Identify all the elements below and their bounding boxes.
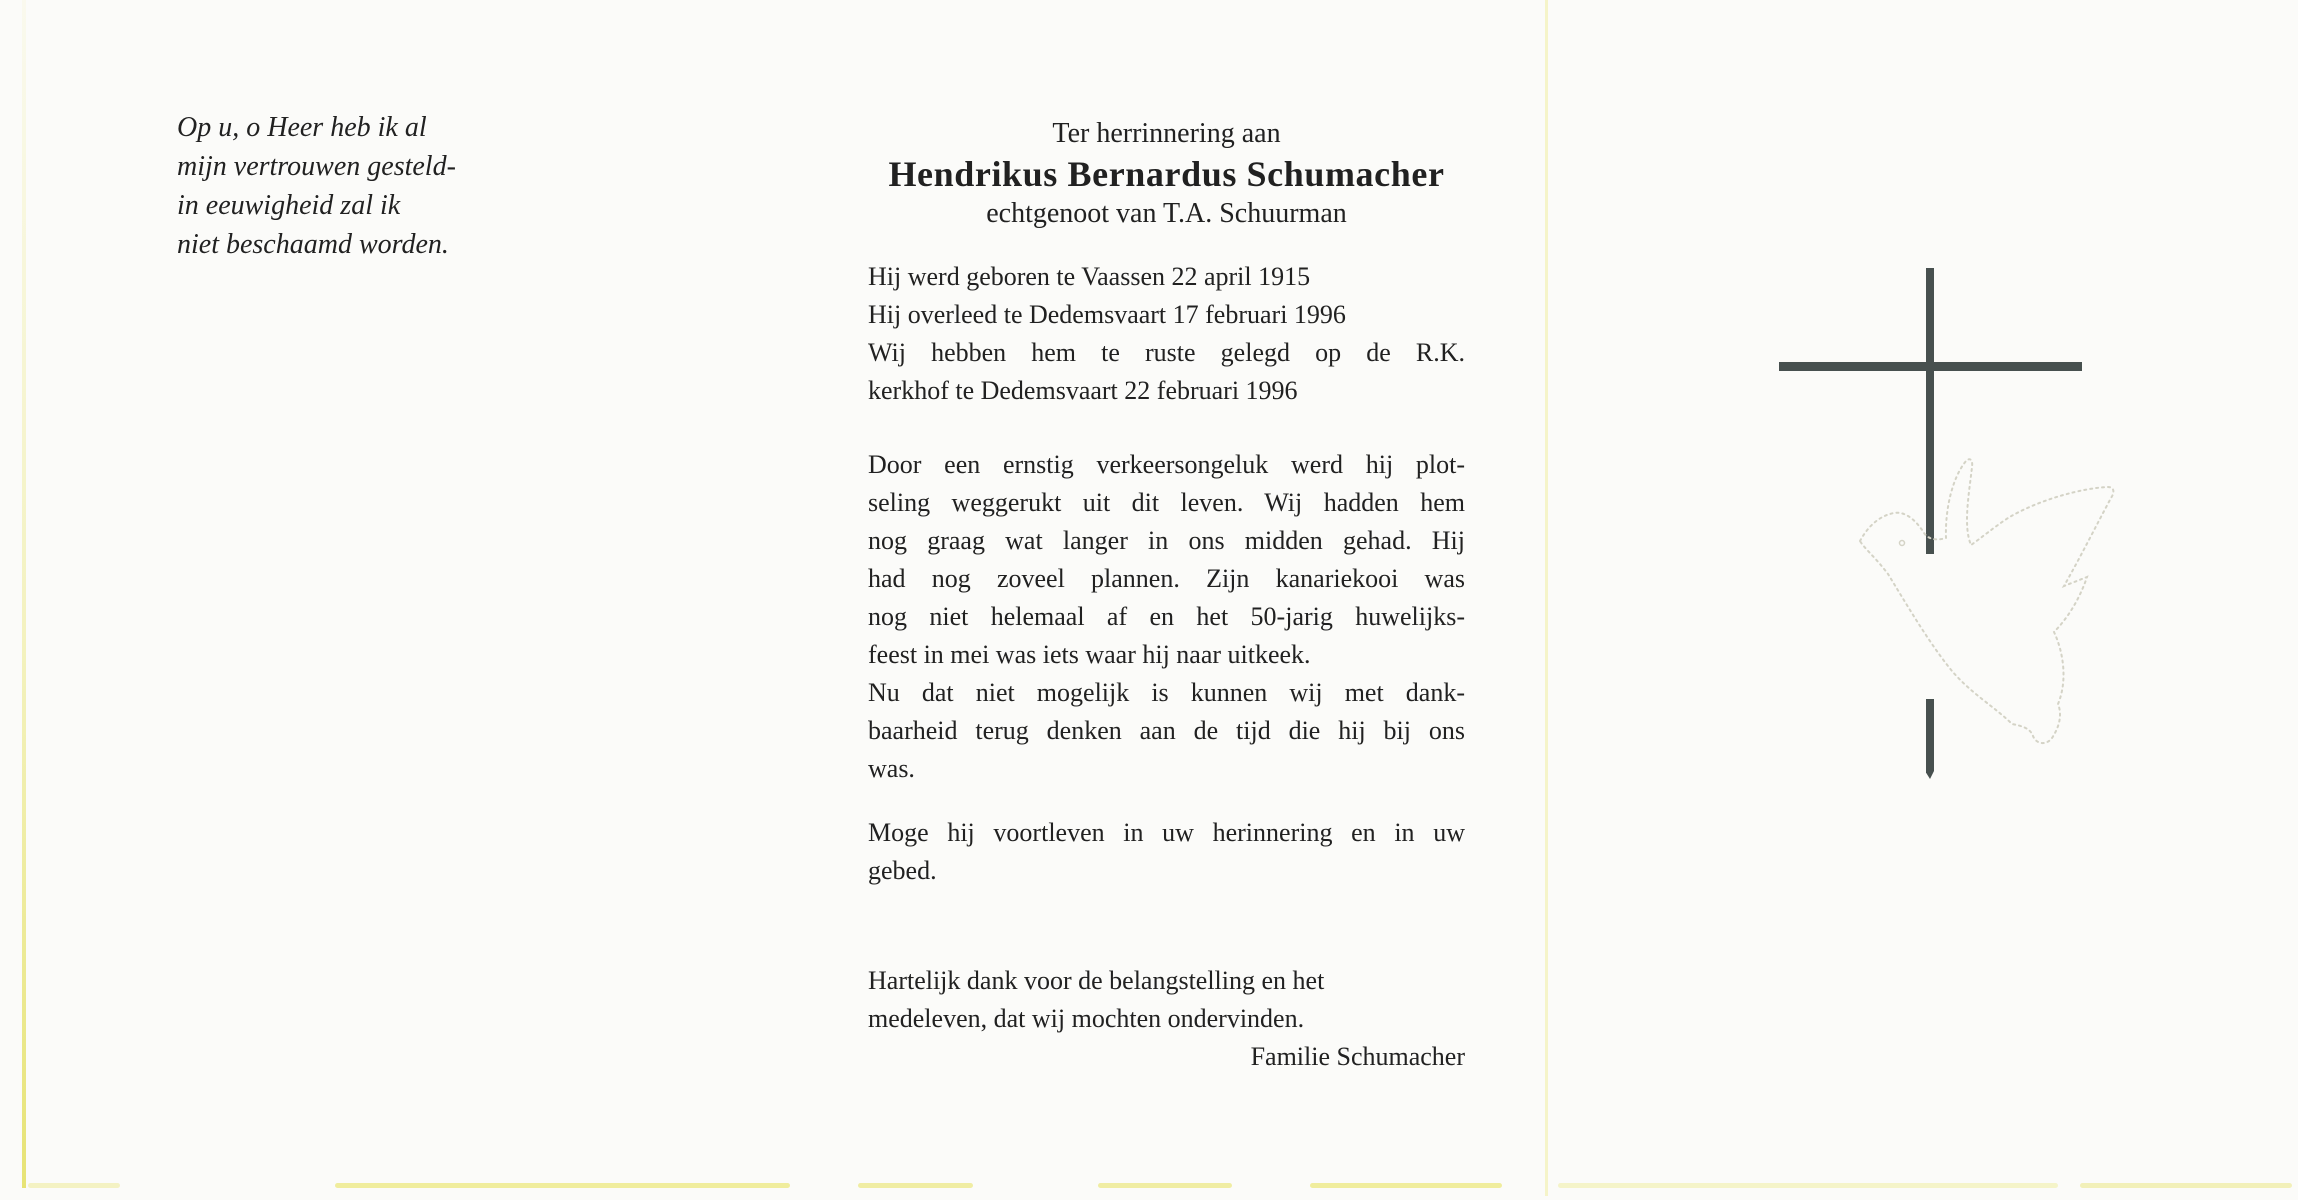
scan-edge-bottom-segment [28,1183,120,1188]
birth-death-details: Hij werd geboren te Vaassen 22 april 1915 Hij overleed te Dedemsvaart 17 februari 1996 Wij hebben hem te ruste gelegd op de R.K. kerkhof te Dedemsvaart 22 februari 1996 [868,262,1465,405]
family-signature: Familie Schumacher [1250,1042,1465,1071]
scan-fold-line [1545,0,1548,1196]
remembrance-text: Moge hij voortleven in uw herinnering en in uw gebed. [868,818,1465,885]
scan-edge-bottom-segment [1098,1183,1232,1188]
dove-icon [1850,448,2130,760]
scan-edge-bottom-segment [1310,1183,1502,1188]
memorial-intro: Ter herrinnering aan [1052,118,1281,149]
spouse-line: echtgenoot van T.A. Schuurman [986,198,1347,229]
scan-edge-bottom-segment [858,1183,973,1188]
memorial-text: Door een ernstig verkeersongeluk werd hij plot- seling weggerukt uit dit leven. Wij hadden hem nog graag wat langer in ons midden gehad. Hij had nog zoveel plannen. Zijn kanariekooi was nog niet helemaal af en het 50-jarig huwelijks- feest in mei was iets waar hij naar uitkeek. Nu dat niet mogelijk is kunnen wij met dank- baarheid terug denken aan de tijd die hij bij ons was. [868,450,1465,783]
acknowledgement-text: Hartelijk dank voor de belangstelling en het medeleven, dat wij mochten ondervinden. [868,966,1325,1033]
scan-edge-left [22,0,26,1188]
card-header [868,116,1465,232]
scan-edge-bottom-segment [1558,1183,2058,1188]
scan-edge-bottom-segment [2080,1183,2292,1188]
cross-horizontal [1779,362,2082,371]
scan-edge-bottom-segment [335,1183,790,1188]
deceased-name: Hendrikus Bernardus Schumacher [888,154,1445,194]
opening-verse: Op u, o Heer heb ik al mijn vertrouwen gesteld- in eeuwigheid zal ik niet beschaamd worden. [177,112,456,260]
